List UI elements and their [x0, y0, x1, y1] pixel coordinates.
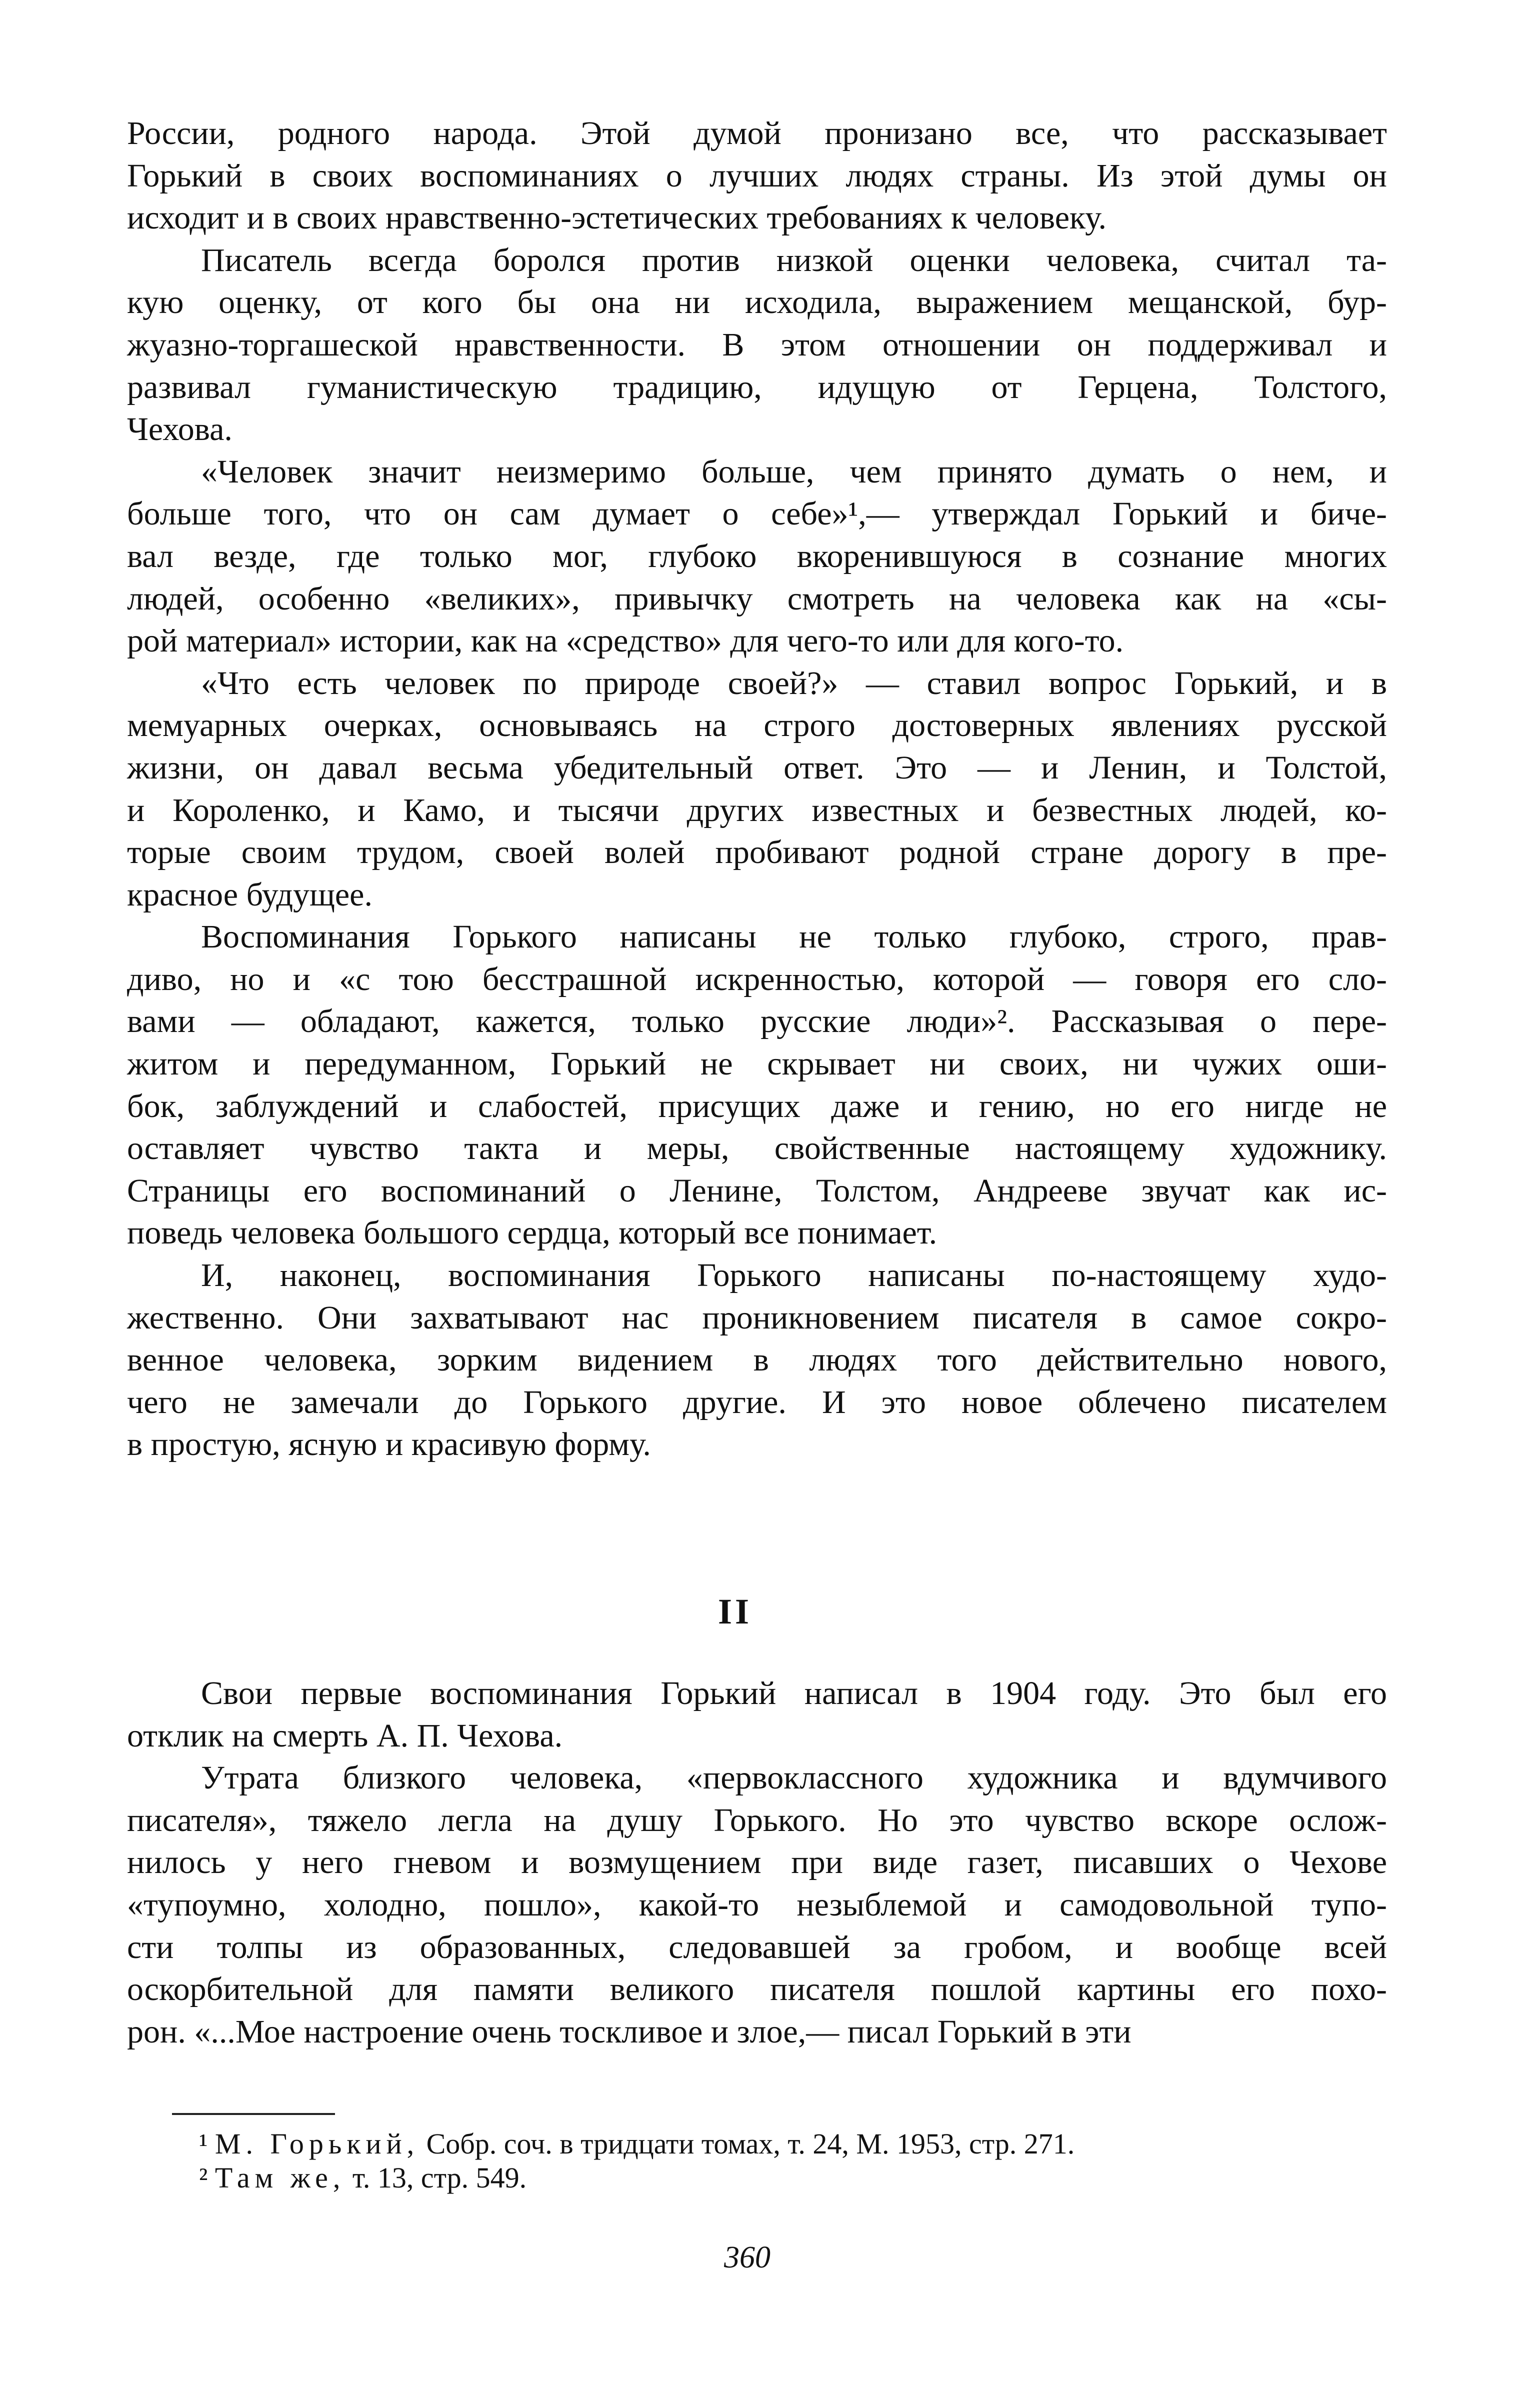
- text-line: кую оценку, от кого бы она ни исходила, выражением мещанской, бур-: [127, 284, 1387, 321]
- text-line: Чехова.: [127, 411, 232, 448]
- text-line: оставляет чувство такта и меры, свойственные настоящему художнику.: [127, 1130, 1387, 1167]
- text-line: чего не замечали до Горького другие. И это новое облечено писателем: [127, 1384, 1387, 1420]
- text-line: диво, но и «с тою бесстрашной искренностью, которой — говоря его сло-: [127, 960, 1387, 998]
- text-line: «Что есть человек по природе своей?» — ставил вопрос Горький, и в: [201, 664, 1387, 702]
- footnote-text: Собр. соч. в тридцати томах, т. 24, М. 1953, стр. 271.: [426, 2128, 1075, 2160]
- footnotes: [199, 2127, 1389, 2195]
- paragraph: [127, 112, 1387, 240]
- paragraph: [127, 240, 1387, 451]
- footnote-separator: [172, 2113, 335, 2115]
- paragraph: [127, 1672, 1387, 1757]
- footnote-author: М. Горький,: [214, 2128, 420, 2160]
- text-line: «тупоумно, холодно, пошло», какой-то незыблемой и самодовольной тупо-: [127, 1886, 1387, 1923]
- text-line: исходит и в своих нравственно-эстетических требованиях к человеку.: [127, 200, 1107, 236]
- section-heading: II: [718, 1592, 752, 1632]
- text-line: России, родного народа. Этой думой пронизано все, что рассказывает: [127, 115, 1387, 152]
- footnote-text: т. 13, стр. 549.: [352, 2162, 527, 2194]
- text-line: венное человека, зорким видением в людях того действительно нового,: [127, 1342, 1387, 1378]
- text-line: вал везде, где только мог, глубоко вкоренившуюся в сознание многих: [127, 538, 1387, 574]
- text-line: людей, особенно «великих», привычку смотреть на человека как на «сы-: [127, 580, 1387, 617]
- footnote: [199, 2127, 1389, 2161]
- text-line: развивал гуманистическую традицию, идущую от Герцена, Толстого,: [127, 368, 1387, 406]
- footnote-marker: ²: [199, 2162, 208, 2194]
- text-line: Страницы его воспоминаний о Ленине, Толстом, Андрееве звучат как ис-: [127, 1172, 1387, 1209]
- text-line: мемуарных очерках, основываясь на строго достоверных явлениях русской: [127, 707, 1387, 744]
- paragraph: [127, 1757, 1387, 2053]
- text-line: оскорбительной для памяти великого писателя пошлой картины его похо-: [127, 1971, 1387, 2008]
- text-line: нилось у него гневом и возмущением при виде газет, писавших о Чехове: [127, 1844, 1387, 1881]
- text-line: «Человек значит неизмеримо больше, чем принято думать о нем, и: [201, 453, 1387, 490]
- text-line: жизни, он давал весьма убедительный ответ. Это — и Ленин, и Толстой,: [127, 749, 1387, 786]
- text-line: житом и передуманном, Горький не скрывает ни своих, ни чужих оши-: [127, 1046, 1387, 1082]
- text-line: поведь человека большого сердца, который все понимает.: [127, 1214, 938, 1252]
- text-line: в простую, ясную и красивую форму.: [127, 1426, 651, 1463]
- text-line: Свои первые воспоминания Горький написал в 1904 году. Это был его: [201, 1675, 1387, 1712]
- text-line: красное будущее.: [127, 876, 372, 913]
- paragraph: [127, 662, 1387, 916]
- main-text-block-1: [127, 112, 1387, 1466]
- text-line: и Короленко, и Камо, и тысячи других известных и безвестных людей, ко-: [127, 792, 1387, 828]
- footnote: [199, 2161, 1389, 2195]
- paragraph: [127, 451, 1387, 662]
- text-line: писателя», тяжело легла на душу Горького. Но это чувство вскоре ослож-: [127, 1802, 1387, 1838]
- text-line: торые своим трудом, своей волей пробивают родной стране дорогу в пре-: [127, 834, 1387, 871]
- text-line: вами — обладают, кажется, только русские люди»². Рассказывая о пере-: [127, 1003, 1387, 1040]
- main-text-block-2: [127, 1672, 1387, 2053]
- footnote-marker: ¹: [199, 2128, 208, 2160]
- text-line: жественно. Они захватывают нас проникновением писателя в самое сокро-: [127, 1299, 1387, 1336]
- text-line: отклик на смерть А. П. Чехова.: [127, 1717, 563, 1754]
- text-line: бок, заблуждений и слабостей, присущих даже и гению, но его нигде не: [127, 1088, 1387, 1124]
- paragraph: [127, 916, 1387, 1254]
- text-line: Воспоминания Горького написаны не только глубоко, строго, прав-: [201, 918, 1387, 956]
- text-line: рой материал» истории, как на «средство» для чего-то или для кого-то.: [127, 622, 1124, 660]
- paragraph: [127, 1254, 1387, 1466]
- text-line: рон. «...Мое настроение очень тоскливое и злое,— писал Горький в эти: [127, 2013, 1132, 2050]
- text-line: Горький в своих воспоминаниях о лучших людях страны. Из этой думы он: [127, 157, 1387, 194]
- text-line: жуазно-торгашеской нравственности. В этом отношении он поддерживал и: [127, 326, 1387, 363]
- page-number: 360: [724, 2240, 770, 2274]
- text-line: Писатель всегда боролся против низкой оценки человека, считал та-: [201, 242, 1387, 278]
- text-line: сти толпы из образованных, следовавшей за гробом, и вообще всей: [127, 1928, 1387, 1966]
- text-line: И, наконец, воспоминания Горького написаны по-настоящему худо-: [201, 1257, 1387, 1294]
- text-line: больше того, что он сам думает о себе»¹,— утверждал Горький и биче-: [127, 496, 1387, 532]
- footnote-author: Там же,: [214, 2162, 346, 2194]
- text-line: Утрата близкого человека, «первоклассного художника и вдумчивого: [201, 1760, 1387, 1796]
